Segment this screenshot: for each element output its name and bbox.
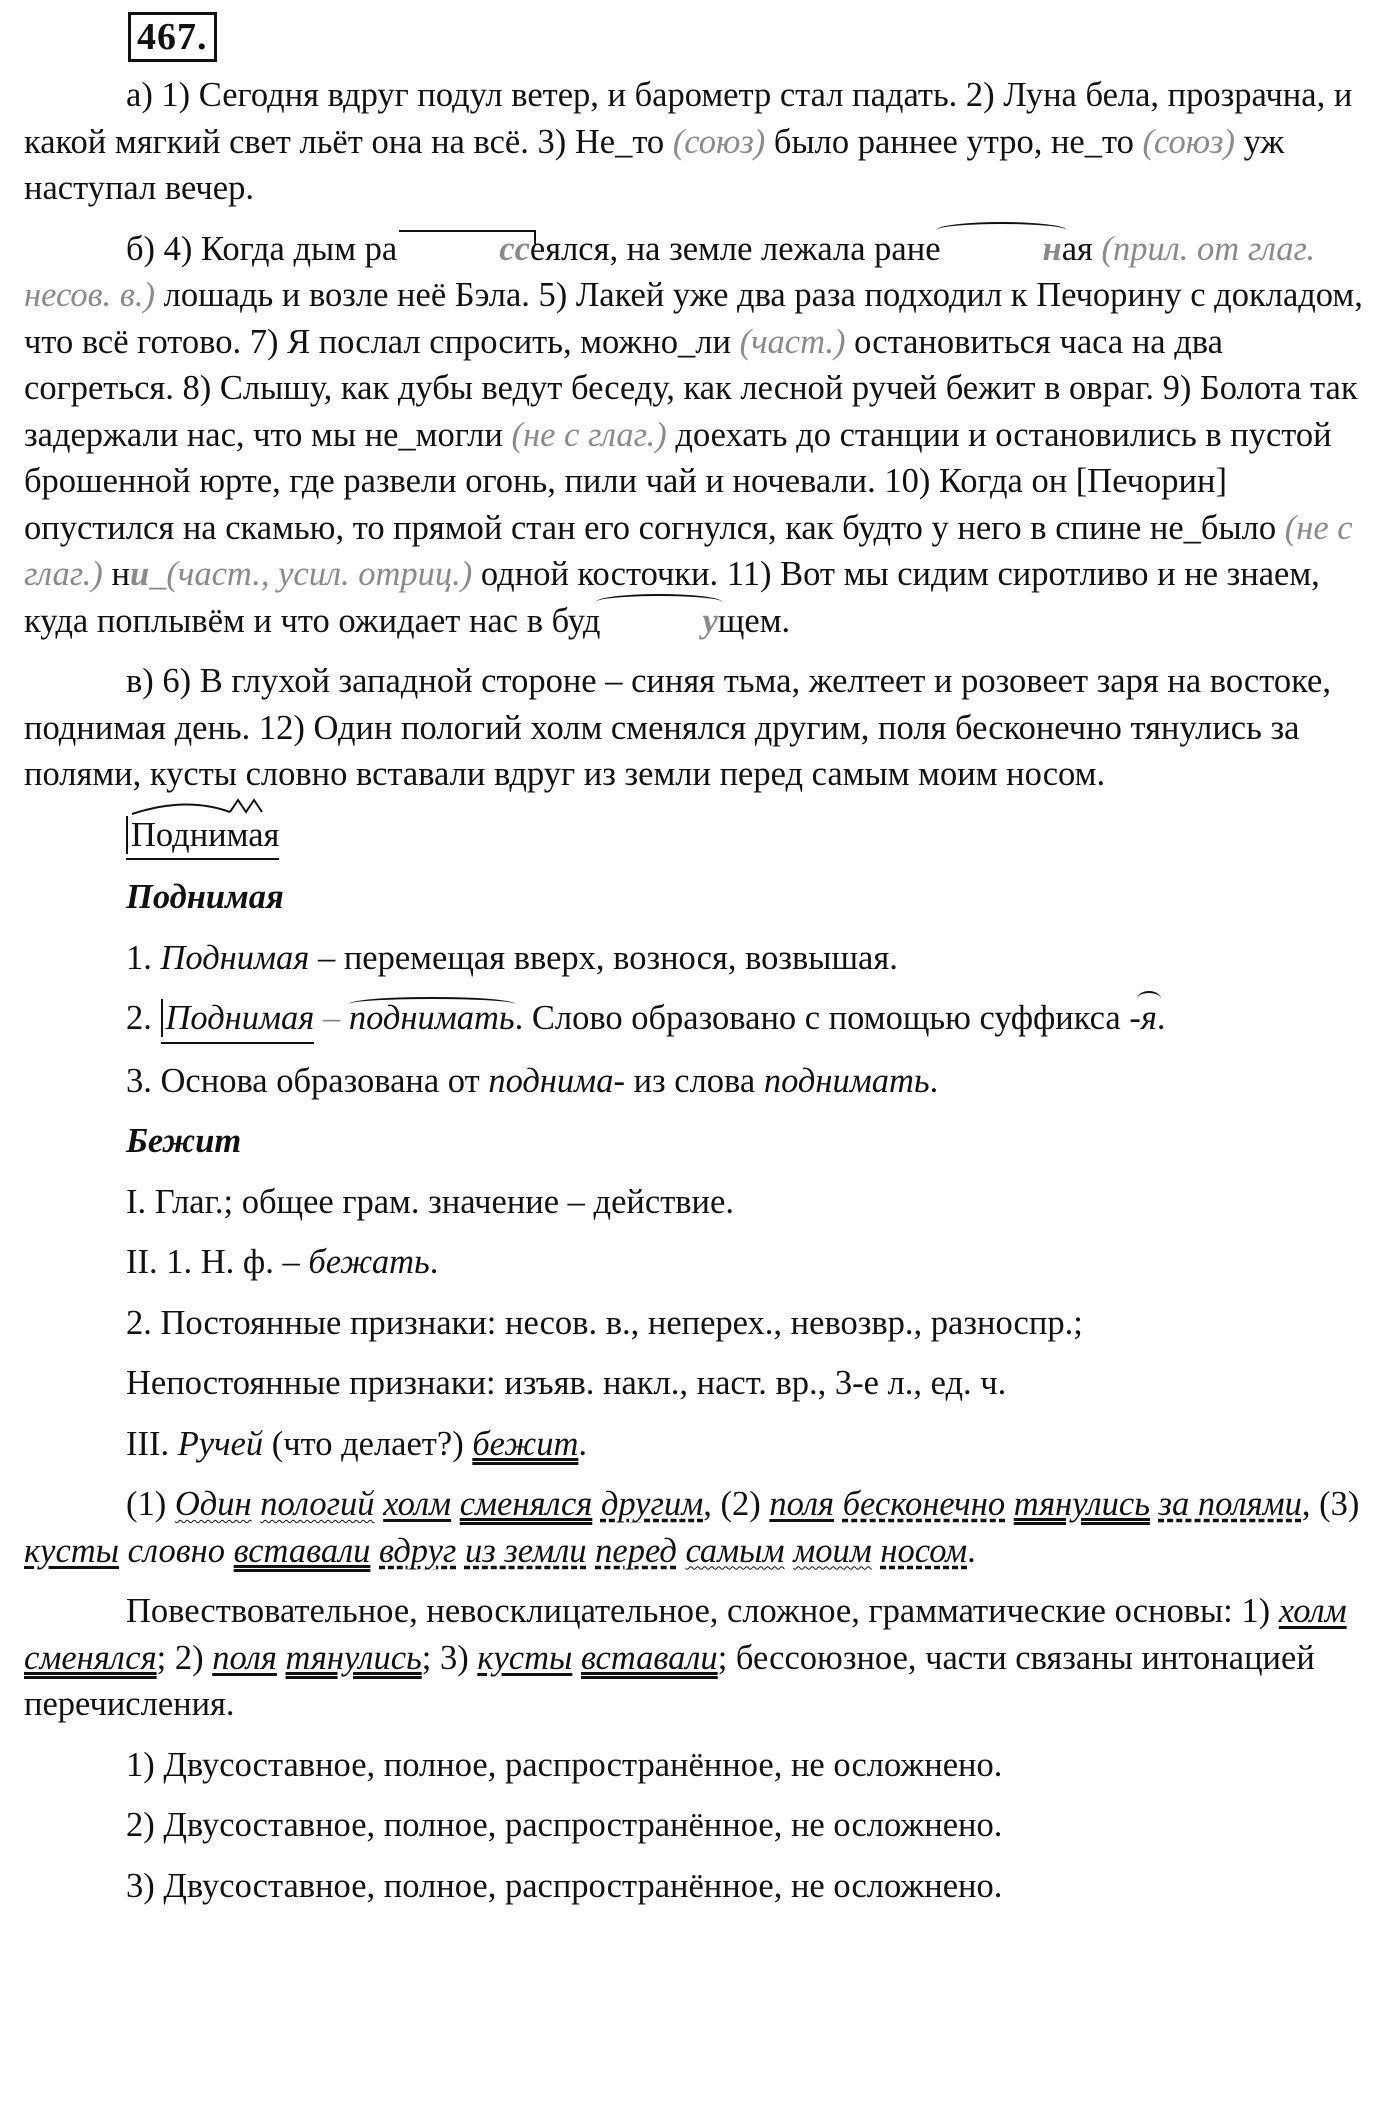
single-n: н bbox=[941, 226, 1062, 273]
bezhit-line-1: I. Глаг.; общее грам. значение – действие. bbox=[126, 1182, 734, 1221]
sentence-parse: (1) Один пологий холм сменялся другим, (2) поля бесконечно тянулись за полями, (3) кусты словно вставали вдруг из земли перед самым моим носом. bbox=[24, 1485, 1360, 1570]
word-podnimaya-marked: Поднимая bbox=[161, 995, 315, 1044]
podnimaya-line-2: 2. Поднимая – поднимать. Слово образовано с помощью суффикса -я. bbox=[24, 995, 1378, 1044]
exercise-number: 467. bbox=[128, 12, 217, 62]
base-podnimat: поднимать bbox=[349, 995, 515, 1042]
section-b: б) 4) Когда дым ра ссеялся, на земле лежала ране ная (прил. от глаг. несов. в.) лошадь и возле неё Бэла. 5) Лакей уже два раза подходил к Печорину с докладом, что всё готово. 7) Я послал спросить, можно_ли (част.) остановиться часа на два согреться. 8) Слышу, как дубы ведут беседу, как лесной ручей бежит в овраг. 9) Болота так задержали нас, что мы не_могли (не с глаг.) доехать до станции и остановились в пустой брошенной юрте, где развели огонь, пили чай и ночевали. 10) Когда он [Печорин] опустился на скамью, то прямой стан его согнулся, как будто у него в спине не_было (не с глаг.) ни_(част., усил. отриц.) одной косточки. 11) Вот мы сидим сиротливо и не знаем, куда поплывём и что ожидает нас в буд ущем. bbox=[24, 226, 1378, 645]
morpheme-word-line bbox=[24, 812, 1378, 861]
heading-podnimaya: Поднимая bbox=[126, 878, 284, 916]
section-a: а) 1) Сегодня вдруг подул ветер, и барометр стал падать. 2) Луна бела, прозрачна, и какой мягкий свет льёт она на всё. 3) Не_то (союз) было раннее утро, не_то (союз) уж наступал вечер. bbox=[24, 76, 1353, 207]
note-union-1: (союз) bbox=[672, 122, 766, 161]
double-s: сс bbox=[397, 226, 530, 273]
bezhit-line-3: 2. Постоянные признаки: несов. в., неперех., невозвр., разноспр.; bbox=[126, 1303, 1083, 1342]
sentence-description: Повествовательное, невосклицательное, сложное, грамматические основы: 1) холм сменялся; 2) поля тянулись; 3) кусты вставали; бессоюзное, части связаны интонацией перечисления. bbox=[24, 1592, 1347, 1723]
morpheme-marks-icon bbox=[126, 798, 286, 816]
predicate-bezhit: бежит bbox=[472, 1424, 579, 1463]
podnimaya-line-3: 3. Основа образована от поднима- из слова поднимать. bbox=[126, 1061, 939, 1100]
podnimaya-line-1: 1. Поднимая – перемещая вверх, вознося, возвышая. bbox=[126, 938, 898, 977]
bezhit-line-2: II. 1. Н. ф. – бежать. bbox=[126, 1243, 439, 1281]
note-adj: (прил. от глаг. несов. в.) bbox=[24, 229, 1316, 314]
morpheme-word-text: Поднимая bbox=[126, 816, 279, 854]
heading-bezhit: Бежит bbox=[126, 1122, 242, 1160]
suffix-ya: я bbox=[1141, 995, 1157, 1042]
part-2: 2) Двусоставное, полное, распространённое, не осложнено. bbox=[126, 1806, 1003, 1844]
subject-ruchey: Ручей bbox=[177, 1424, 264, 1463]
particle-i: и bbox=[129, 555, 150, 593]
note-part: (част.) bbox=[739, 322, 846, 361]
note-neg-1: (не с глаг.) bbox=[511, 415, 667, 454]
section-v: в) 6) В глухой западной стороне – синяя тьма, желтеет и розовеет заря на востоке, поднимая день. 12) Один пологий холм сменялся другим, поля бесконечно тянулись за полями, кусты словно вставали вдруг из земли перед самым моим носом. bbox=[24, 662, 1331, 793]
note-neg-2: (не с глаг.) bbox=[24, 508, 1353, 593]
note-intens: _(част., усил. отриц.) bbox=[149, 555, 473, 593]
text-body bbox=[24, 72, 1378, 1909]
part-1: 1) Двусоставное, полное, распространённое, не осложнено. bbox=[126, 1745, 1003, 1784]
note-union-2: (союз) bbox=[1142, 122, 1235, 161]
bezhit-line-4: Непостоянные признаки: изъяв. накл., наст. вр., 3-е л., ед. ч. bbox=[126, 1364, 1007, 1402]
morpheme-word bbox=[126, 812, 279, 861]
vowel-u: у bbox=[600, 598, 717, 645]
part-3: 3) Двусоставное, полное, распространённое, не осложнено. bbox=[126, 1866, 1003, 1905]
bezhit-line-5: III. Ручей (что делает?) бежит. bbox=[126, 1424, 588, 1463]
